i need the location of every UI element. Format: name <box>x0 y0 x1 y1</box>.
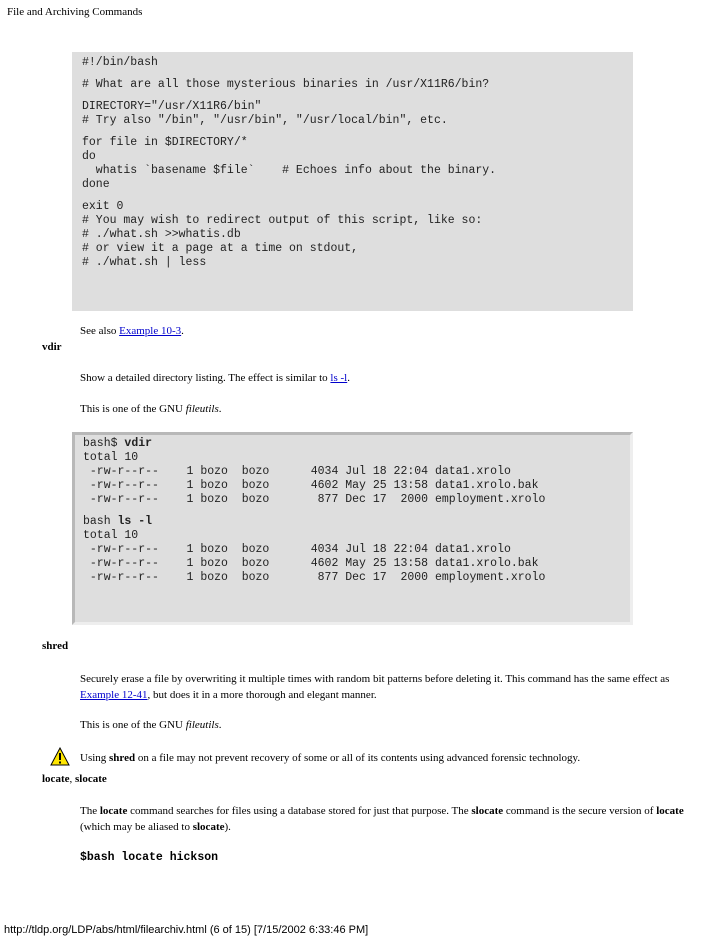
page-header: File and Archiving Commands <box>7 6 143 18</box>
code-line: # What are all those mysterious binaries in /usr/X11R6/bin? <box>82 78 490 91</box>
example-10-3-link[interactable]: Example 10-3 <box>119 325 182 337</box>
vdir-example-block <box>72 432 633 625</box>
page-footer: http://tldp.org/LDP/abs/html/filearchiv.html (6 of 15) [7/15/2002 6:33:46 PM] <box>4 924 369 936</box>
code-line: total 10 <box>83 451 139 464</box>
shred-gnu-note: This is one of the GNU fileutils. <box>80 719 222 731</box>
code-line: -rw-r--r-- 1 bozo bozo 877 Dec 17 2000 employment.xrolo <box>83 571 546 584</box>
code-line: whatis `basename $file` # Echoes info about the binary. <box>82 164 497 177</box>
vdir-description: Show a detailed directory listing. The effect is similar to ls -l. <box>80 372 350 384</box>
code-line: done <box>82 178 110 191</box>
term-shred: shred <box>42 640 69 652</box>
code-line: -rw-r--r-- 1 bozo bozo 4602 May 25 13:58 data1.xrolo.bak <box>83 557 539 570</box>
term-vdir: vdir <box>42 341 62 353</box>
code-line: # You may wish to redirect output of this script, like so: <box>82 214 483 227</box>
code-line: #!/bin/bash <box>82 56 158 69</box>
code-line: bash$ vdir <box>83 437 153 450</box>
code-line: -rw-r--r-- 1 bozo bozo 4034 Jul 18 22:04 data1.xrolo <box>83 465 511 478</box>
code-line: DIRECTORY="/usr/X11R6/bin" <box>82 100 262 113</box>
shred-description: Securely erase a file by overwriting it multiple times with random bit patterns before deleting it. This command has the same effect as Example 12-41, but does it in a more thorough and elegant manner. <box>80 673 670 701</box>
code-line: total 10 <box>83 529 139 542</box>
code-line: for file in $DIRECTORY/* <box>82 136 248 149</box>
see-also-line: See also Example 10-3. <box>80 325 184 337</box>
code-line: exit 0 <box>82 200 124 213</box>
code-line: # ./what.sh >>whatis.db <box>82 228 241 241</box>
vdir-gnu-note: This is one of the GNU fileutils. <box>80 403 222 415</box>
locate-example: $bash locate hickson <box>80 851 219 864</box>
term-locate: locate, slocate <box>42 773 107 785</box>
code-line: -rw-r--r-- 1 bozo bozo 877 Dec 17 2000 employment.xrolo <box>83 493 546 506</box>
warning-icon <box>50 747 70 767</box>
code-line: do <box>82 150 96 163</box>
script-code-block <box>72 52 633 311</box>
code-line: -rw-r--r-- 1 bozo bozo 4602 May 25 13:58 data1.xrolo.bak <box>83 479 539 492</box>
locate-description: The locate command searches for files using a database stored for just that purpose. The slocate command is the secure version of locate (which may be aliased to slocate). <box>80 805 684 833</box>
example-12-41-link[interactable]: Example 12-41 <box>80 689 148 701</box>
code-line: # Try also "/bin", "/usr/bin", "/usr/local/bin", etc. <box>82 114 448 127</box>
ls-l-link[interactable]: ls -l <box>330 372 348 384</box>
code-line: bash ls -l <box>83 515 153 528</box>
code-line: # ./what.sh | less <box>82 256 207 269</box>
code-line: -rw-r--r-- 1 bozo bozo 4034 Jul 18 22:04 data1.xrolo <box>83 543 511 556</box>
code-line: # or view it a page at a time on stdout, <box>82 242 359 255</box>
shred-warning: Using shred on a file may not prevent recovery of some or all of its contents using advanced forensic technology. <box>80 752 581 764</box>
